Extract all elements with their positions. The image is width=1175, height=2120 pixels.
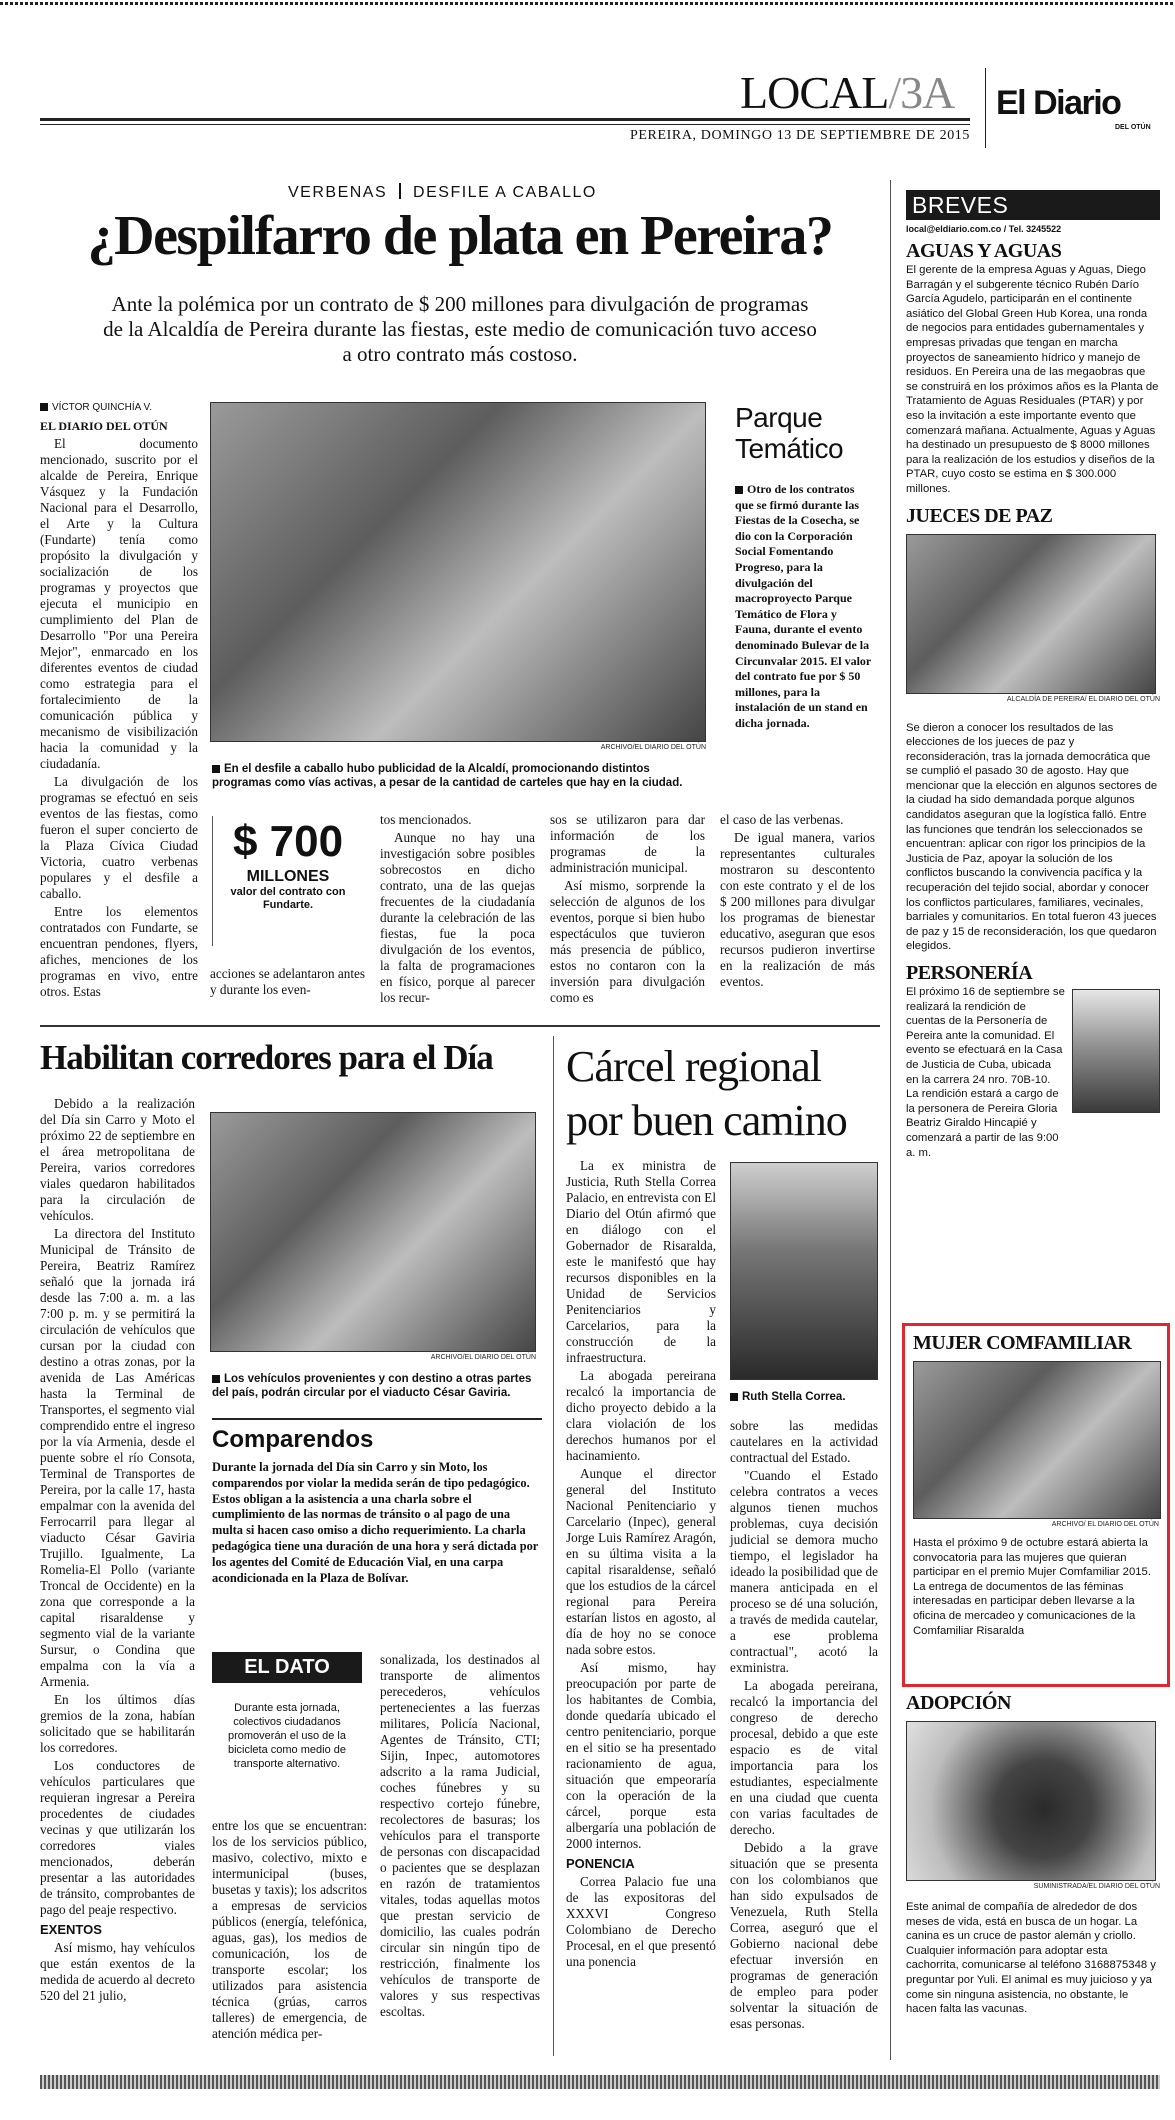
personeria-text: El próximo 16 de septiembre se realizará la rendición de cuentas de la Personería de Pereira ante la comunidad. El evento se efectuará en la Casa de Justicia de Cuba, ubicada en la carrera 24 nro. 70B-10. La rendición estará a cargo de la personera de Pereira Gloria Beatriz Giraldo Hincapié y comenzará a partir de las 9:00 a. m. [906, 986, 1065, 1159]
jueces-credit: ALCALDÍA DE PEREIRA/ EL DIARIO DEL OTÚN [1006, 695, 1160, 703]
section-name: LOCAL [740, 67, 889, 118]
top-edge-rule [0, 2, 1175, 5]
adopcion-text: Este animal de compañía de alrededor de dos meses de vida, está en busca de un hogar. La canina es un cruce de pastor alemán y criollo. Cualquier información para adoptar esta cachorrita, comunicarse al teléfono 3168875348 y preguntar por Yuli. El animal es muy juicioso y ya come sin ninguna asistencia, no obstante, le hacen falta las vacunas. [906, 1901, 1156, 2016]
adopcion-title: ADOPCIÓN [906, 1692, 1011, 1714]
mujer-text: Hasta el próximo 9 de octubre estará abierta la convocatoria para las mujeres que quieran participar en el premio Mujer Comfamiliar 2015. La entrega de documentos de las féminas interesadas en participar deben llevarse a la oficina de mercadeo y comunicaciones de la Comfamiliar Risaralda [913, 1537, 1151, 1637]
masthead-divider [985, 68, 986, 148]
carcel-headline: Cárcel regional por buen camino [566, 1042, 847, 1145]
byline: VÍCTOR QUINCHÍA V. [52, 402, 153, 413]
bottom-edge-band [40, 2075, 1160, 2089]
exentos-subhead: EXENTOS [40, 1922, 102, 1937]
stat-box [212, 806, 364, 956]
parade-photo-credit: ARCHIVO/EL DIARIO DEL OTÚN [600, 744, 706, 751]
kicker [288, 183, 597, 202]
main-headline: ¿Despilfarro de plata en Pereira? [87, 205, 833, 267]
main-col1-p1: El documento mencionado, suscrito por el alcalde de Pereira, Enrique Vásquez y la Fundación Nacional para el Desarrollo, el Arte y la Cultura (Fundarte) tenía como propósito la divulgación y socialización de los programas y proyectos que ejecuta el municipio en cumplimiento del Plan de Desarrollo "Por una Pereira Mejor", enmarcado en los diferentes eventos de ciudad como estrategia para el fortalecimiento de la comunicación pública y mecanismo de visibilización hacia la comunidad y la ciudadanía. [40, 436, 198, 771]
main-col-1 [40, 400, 198, 1002]
adopcion-section [906, 1692, 1160, 2017]
ruth-correa-photo [730, 1162, 878, 1380]
kicker-right: DESFILE A CABALLO [413, 184, 597, 201]
puppy-photo [906, 1721, 1156, 1881]
stat-unit: MILLONES [246, 868, 330, 885]
el-dato-box [212, 1652, 362, 1771]
masthead [40, 66, 1160, 156]
comparendos-text: Durante la jornada del Día sin Carro y sin Moto, los comparendos por violar la medida serán de tipo pedagógico. Estos obligan a la asistencia a una charla sobre el cumplimiento de las normas de tránsito o al pago de una multa si hacen caso omiso a dicho requerimiento. La charla pedagógica tiene una duración de una hora y será dictada por los agentes del Comité de Educación Vial, en una carpa acondicionada en la Plaza de Bolívar. [212, 1460, 539, 1585]
adopcion-credit: SUMINISTRADA/EL DIARIO DEL OTÚN [1033, 1883, 1160, 1890]
jueces-photo [906, 534, 1156, 694]
corredores-col-1: Debido a la realización del Día sin Carro y Moto el próximo 22 de septiembre en el área metropolitana de Pereira, varios corredores viales quedaron habilitados para la circulación de vehículos. La directora del Instituto Municipal de Tránsito de Pereira, Beatriz Ramírez señaló que la jornada irá desde las 7:00 a. m. a las 7:00 p. m. y se permitirá la circulación de vehículos que cursan por la ciudad con destino a otras zonas, por la avenida de Las Américas hasta la Terminal de Transportes, el segmento vial comprendido entre el ingreso por la vía Armenia, desde el puente sobre el río Consota, Terminal de Transportes de Pereira, por la calle 17, hasta empalmar con la avenida del Ferrocarril para llegar al viaducto César Gaviria Trujillo. Igualmente, La Romelia-El Pollo (variante Troncal de Occidente) en la zona que corresponde a la capital risaraldense y segmento vial de la variante Sursur, o Condina que empalma con la vía a Armenia. En los últimos días gremios de la zona, habían solicitado que se habilitarán los corredores. Los conductores de vehículos particulares que requieran ingresar a Pereira procedentes de ciudades vecinas y que utilizarán los corredores viales mencionados, deberán presentar a las autoridades de tránsito, comprobantes de pago del peaje respectivo. EXENTOS Así mismo, hay vehículos que están exentos de la medida de acuerdo al decreto 520 del 21 julio, [40, 1096, 195, 2003]
ruth-correa-caption: Ruth Stella Correa. [730, 1390, 880, 1404]
sidebar-text: Otro de los contratos que se firmó durante las Fiestas de la Cosecha, se dio con la Corporación Social Fomentando Progreso, para la divulgación del macroproyecto Parque Temático de Flora y Fauna, durante el evento denominado Bulevar de la Circunvalar 2015. El valor del contrato fue por $ 50 millones, para la instalación de un stand en dicha jornada. [735, 482, 872, 730]
section-divider [40, 1025, 880, 1027]
section-label: LOCAL/3A [740, 67, 955, 118]
breves-column [906, 190, 1160, 1160]
mujer-title: MUJER COMFAMILIAR [913, 1332, 1132, 1354]
dateline: PEREIRA, DOMINGO 13 DE SEPTIEMBRE DE 2015 [630, 128, 970, 143]
newspaper-logo: El Diario [996, 84, 1121, 122]
main-col1-p2: La divulgación de los programas se efectuó en seis eventos de las fiestas, como fueron el super concierto de la Plaza Cívica Ciudad Victoria, cuatro verbenas populares y el desfile a caballo. [40, 774, 198, 901]
main-deck: Ante la polémica por un contrato de $ 200 millones para divulgación de programas de la Alcaldía de Pereira durante las fiestas, este medio de comunicación tuvo acceso a otro contrato más costoso. [103, 292, 817, 366]
newspaper-logo-sub: DEL OTÚN [1115, 124, 1151, 131]
viaduct-photo [210, 1112, 536, 1352]
jueces-text: Se dieron a conocer los resultados de las elecciones de los jueces de paz y reconsideración, tras la jornada democrática que se cumplió el pasado 30 de agosto. Hay que mencionar que la elección en algunos sectores de la ciudad ha sido demandada porque algunos candidatos aseguran que la logística falló. Entre las funciones que tendrán los seleccionados se encuentran: aplicar con rigor los principios de la Justicia de Paz, apoyar la solución de los conflictos buscando la convivencia pacífica y la recuperación del tejido social, abordar y conocer los conflictos particulares, familiares, vecinales, barriales y comunitarios. En total fueron 43 jueces de paz y 15 de reconsideración, los que quedaron elegidos. [906, 721, 1158, 953]
parade-photo-caption: En el desfile a caballo hubo publicidad de la Alcaldí, promocionando distintos programas como vías activas, a pesar de la cantidad de carteles que hay en la ciudad. [212, 763, 683, 789]
story-divider [553, 1036, 554, 2056]
comparendos-title: Comparendos [212, 1426, 374, 1453]
ponencia-subhead: PONENCIA [566, 1856, 635, 1871]
personeria-title: PERSONERÍA [906, 962, 1033, 984]
viaduct-photo-caption: Los vehículos provenientes y con destino a otras partes del país, podrán circular por el viaducto César Gaviria. [212, 1373, 532, 1399]
el-dato-title: EL DATO [212, 1652, 362, 1683]
page-number: 3A [900, 67, 955, 118]
kicker-left: VERBENAS [288, 184, 388, 201]
breves-title: BREVES [906, 190, 1160, 220]
main-col-4: sos se utilizaron para dar información de los programas de la administración municipal. Así mismo, sorprende la selección de algunos de los eventos, porque si bien hubo espectáculos que tuvieron más presencia de público, estos no contaron con la inversión para divulgación como es [550, 812, 705, 1005]
aguas-title: AGUAS Y AGUAS [906, 240, 1062, 262]
sidebar-title: Parque Temático [735, 402, 844, 464]
masthead-rule-bottom [40, 124, 970, 125]
corredores-headline: Habilitan corredores para el Día [40, 1038, 493, 1077]
main-col-2-tail: acciones se adelantaron antes y durante los even- [210, 966, 365, 997]
el-dato-text: Durante esta jornada, colectivos ciudadanos promoverán el uso de la bicicleta como medio de transporte alternativo. [227, 1702, 346, 1770]
mujer-comfamiliar-box [902, 1323, 1170, 1687]
corredores-col-4: sonalizada, los destinados al transporte de alimentos perecederos, vehículos pertenecientes a las fuerzas militares, Policía Nacional, Agentes de Tránsito, CTI; Sijin, Inpec, automotores adscrito a la rama Judicial, coches fúnebres y su respectivo cortejo fúnebre, recolectores de basuras; los vehículos para el transporte de personas con discapacidad o pacientes que se desplazan en razón de tratamientos vitales, todas aquellas motos que prestan servicio de domicilio, las cuales podrán circular sin ningún tipo de restricción, finalmente los vehículos de transporte de valores y sus respectivas escoltas. [380, 1652, 540, 2019]
viaduct-photo-credit: ARCHIVO/EL DIARIO DEL OTÚN [430, 1354, 536, 1361]
main-col-3: tos mencionados. Aunque no hay una investigación sobre posibles sobrecostos en dicho contrato, una de las quejas frecuentes de la ciudadanía durante la celebración de las fiestas, fue la poca divulgación de los eventos, la falta de programaciones en físico, porque al parecer los recur- [380, 812, 535, 1005]
comparendos-box [212, 1418, 542, 1586]
main-col1-p3: Entre los elementos contratados con Fundarte, se encuentran pendones, flyers, afiches, menciones de los programas en vivo, entre otros. Estas [40, 904, 198, 999]
mujer-photo [913, 1361, 1161, 1519]
main-col-5: el caso de las verbenas. De igual manera, varios representantes culturales mostraron su descontento con este contrato y el de los $ 200 millones para divulgar los programas de bienestar educativo, aseguran que esos recursos pudieron invertirse en la realización de más eventos. [720, 812, 875, 989]
personera-photo [1072, 989, 1160, 1113]
stat-value: $ 700 [232, 817, 344, 866]
stat-desc: valor del contrato con Fundarte. [230, 886, 346, 911]
byline-org: EL DIARIO DEL OTÚN [40, 419, 168, 433]
breves-contact: local@eldiario.com.co / Tel. 3245522 [906, 224, 1062, 234]
corredores-col-3: entre los que se encuentran: los de los servicios público, masivo, colectivo, mixto e intermunicipal (buses, busetas y taxis); los adscritos a empresas de servicios públicos (energía, telefónica, aguas, gas), los medios de comunicación, los de transporte escolar; los utilizados para asistencia técnica (grúas, carros talleres) de emergencia, de atención médica per- [212, 1818, 367, 2041]
masthead-rule-top [40, 118, 970, 121]
jueces-title: JUECES DE PAZ [906, 504, 1053, 527]
mujer-credit: ARCHIVO/ EL DIARIO DEL OTÚN [1051, 1521, 1159, 1528]
carcel-col-1: La ex ministra de Justicia, Ruth Stella Correa Palacio, en entrevista con El Diario del Otún afirmó que en diálogo con el Gobernador de Risaralda, este le manifestó que hay recursos disponibles en la Unidad de Servicios Penitenciarios y Carcelarios, para la construcción de la infraestructura. La abogada pereirana recalcó la importancia de dicho proyecto debido a la clara violación de los derechos humanos por el hacinamiento. Aunque el director general del Instituto Nacional Penitenciario y Carcelario (Inpec), general Jorge Luis Ramírez Aragón, en su última visita a la capital risaraldense, señaló que los estudios de la cárcel regional para Pereira estarían listos en agosto, al día de hoy no se conoce nada sobre estos. Así mismo, hay preocupación por parte de los habitantes de Combia, donde quedaría ubicado el centro penitenciario, porque en el sitio se ha presentado racionamiento de agua, situación que empeoraría con la operación de la cárcel, porque esta albergaría una población de 2000 internos. PONENCIA Correa Palacio fue una de las expositoras del XXXVI Congreso Colombiano de Derecho Procesal, en el que presentó una ponencia [566, 1158, 716, 1969]
aguas-text: El gerente de la empresa Aguas y Aguas, Diego Barragán y el subgerente técnico Rubén Darío García Agudelo, participarán en el continente asiático del Global Green Hub Korea, una ronda de negocios para entidades gubernamentales y empresas privadas que tengan en marcha proyectos de saneamiento hídrico y manejo de residuos. En Pereira una de las megaobras que se construirá en los próximos años es la Planta de Tratamiento de Aguas Residuales (PTAR) y por eso la invitación a este importante evento que comenzará mañana. Actualmente, Aguas y Aguas ha destinado un presupuesto de $ 8000 millones para la realización de los estudios y diseños de la PTAR, cuyo costo se estima en $ 300.000 millones. [906, 264, 1159, 495]
carcel-col-2: sobre las medidas cautelares en la actividad contractual del Estado. "Cuando el Estado celebra contratos a veces algunos tienen muchos problemas, cuya decisión judicial se demora mucho tiempo, el legislador ha ideado la posibilidad que de manera anticipada en el proceso se dé una solución, a través de medida cautelar, a ese problema contractual", acotó la exministra. La abogada pereirana, recalcó la importancia del congreso de derecho procesal, debido a que este espacio es de vital importancia para los estudiantes, especialmente en una ciudad que cuenta con varias facultades de derecho. Debido a la grave situación que se presenta con los colombianos que han sido expulsados de Venezuela, Ruth Stella Correa, aseguró que el Gobierno nacional debe efectuar inversión en programas de generación de empleo para poder solventar la situación de esas personas. [730, 1418, 878, 2031]
parade-photo [210, 402, 706, 742]
breves-divider [890, 180, 891, 2060]
